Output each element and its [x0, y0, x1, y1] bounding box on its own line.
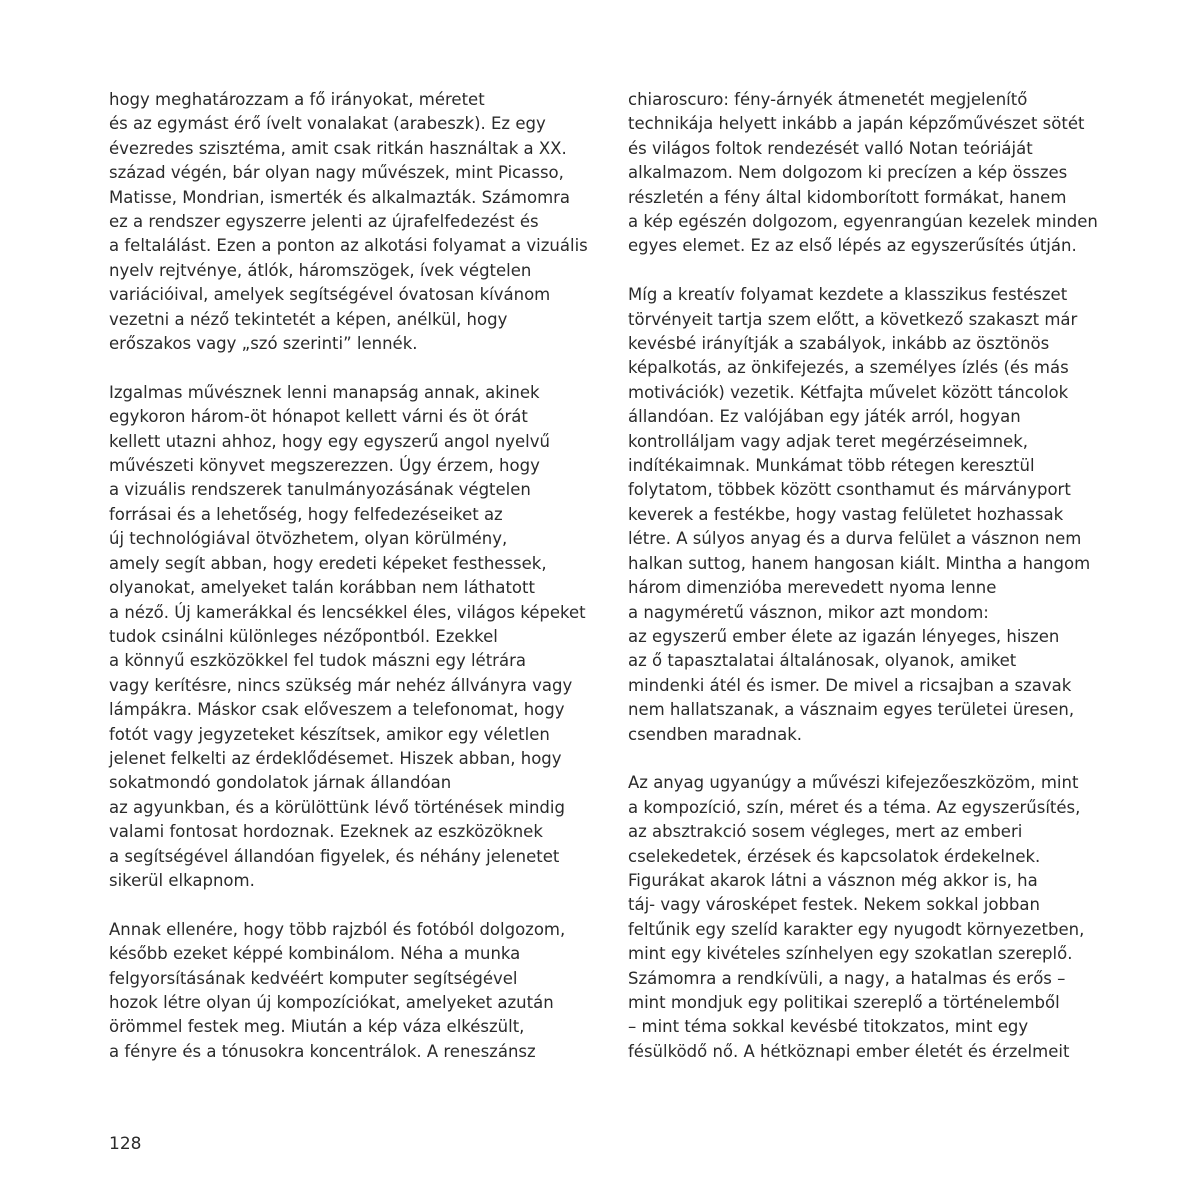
text-line: egykoron három-öt hónapot kellett várni és öt órát	[109, 407, 528, 427]
text-line: olyanokat, amelyeket talán korábban nem láthatott	[109, 578, 535, 598]
text-line: Figurákat akarok látni a vásznon még akkor is, ha	[628, 870, 1038, 890]
text-line: táj- vagy városképet festek. Nekem sokkal jobban	[628, 895, 1040, 915]
text-line: létre. A súlyos anyag és a durva felület a vásznon nem	[628, 529, 1082, 549]
text-line: csendben maradnak.	[628, 724, 802, 744]
paragraph	[109, 381, 589, 894]
paragraph	[628, 771, 1098, 1064]
text-line: felgyorsításának kedvéért komputer segítségével	[109, 968, 518, 988]
page-number: 128	[109, 1134, 142, 1154]
text-line: Az anyag ugyanúgy a művészi kifejezőeszközöm, mint	[628, 773, 1079, 793]
text-line: nem hallatszanak, a vásznaim egyes területei üresen,	[628, 700, 1075, 720]
text-line: állandóan. Ez valójában egy játék arról, hogyan	[628, 407, 1021, 427]
text-line: képalkotás, az önkifejezés, a személyes ízlés (és más	[628, 358, 1069, 378]
text-line: variációival, amelyek segítségével óvatosan kívánom	[109, 285, 551, 305]
text-line: a segítségével állandóan figyelek, és néhány jelenetet	[109, 846, 560, 866]
text-line: folytatom, többek között csonthamut és márványport	[628, 480, 1071, 500]
text-line: vezetni a néző tekintetét a képen, anélkül, hogy	[109, 309, 508, 329]
text-line: a fényre és a tónusokra koncentrálok. A reneszánsz	[109, 1041, 536, 1061]
text-line: a könnyű eszközökkel fel tudok mászni egy létrára	[109, 651, 526, 671]
text-line: keverek a festékbe, hogy vastag felületet hozhassak	[628, 504, 1064, 524]
text-line: alkalmazom. Nem dolgozom ki precízen a kép összes	[628, 163, 1068, 183]
text-line: amely segít abban, hogy eredeti képeket festhessek,	[109, 553, 547, 573]
text-line: az agyunkban, és a körülöttünk lévő történések mindig	[109, 797, 565, 817]
text-line: és az egymást érő ívelt vonalakat (arabeszk). Ez egy	[109, 114, 546, 134]
text-line: – mint téma sokkal kevésbé titokzatos, mint egy	[628, 1017, 1029, 1037]
text-line: nyelv rejtvénye, átlók, háromszögek, ívek végtelen	[109, 260, 532, 280]
text-line: törvényeit tartja szem előtt, a következő szakaszt már	[628, 309, 1078, 329]
text-line: és világos foltok rendezését valló Notan teóriáját	[628, 138, 1033, 158]
text-line: motivációk) vezetik. Kétfajta művelet között táncolok	[628, 382, 1069, 402]
text-line: mint egy kivételes színhelyen egy szokatlan szereplő.	[628, 944, 1073, 964]
text-line: tudok csinálni különleges nézőpontból. Ezekkel	[109, 626, 498, 646]
text-line: chiaroscuro: fény-árnyék átmenetét megjelenítő	[628, 90, 1028, 109]
paragraph	[628, 283, 1098, 747]
text-line: részletén a fény által kidomborított formákat, hanem	[628, 187, 1067, 207]
text-line: Számomra a rendkívüli, a nagy, a hatalmas és erős –	[628, 968, 1066, 988]
text-line: örömmel festek meg. Miután a kép váza elkészült,	[109, 1017, 525, 1037]
text-line: három dimenzióba merevedett nyoma lenne	[628, 578, 997, 598]
text-line: a kép egészén dolgozom, egyenrangúan kezelek minden	[628, 212, 1098, 232]
text-line: mindenki átél és ismer. De mivel a ricsajban a szavak	[628, 675, 1072, 695]
text-line: Matisse, Mondrian, ismerték és alkalmazták. Számomra	[109, 187, 571, 207]
text-line: később ezeket képpé kombinálom. Néha a munka	[109, 944, 521, 964]
text-line: hozok létre olyan új kompozíciókat, amelyeket azután	[109, 993, 554, 1012]
text-line: az absztrakció sosem végleges, mert az emberi	[628, 822, 1023, 842]
paragraph	[628, 88, 1098, 259]
text-line: jelenet felkelti az érdeklődésemet. Hiszek abban, hogy	[109, 748, 562, 768]
text-line: valami fontosat hordoznak. Ezeknek az eszközöknek	[109, 822, 543, 842]
text-line: indítékaimnak. Munkámat több rétegen keresztül	[628, 456, 1035, 476]
text-line: hogy meghatározzam a fő irányokat, méretet	[109, 90, 485, 109]
text-line: a feltalálást. Ezen a ponton az alkotási folyamat a vizuális	[109, 236, 588, 256]
text-line: vagy kerítésre, nincs szükség már nehéz állványra vagy	[109, 675, 573, 695]
text-line: század végén, bár olyan nagy művészek, mint Picasso,	[109, 163, 564, 183]
text-line: Izgalmas művésznek lenni manapság annak, akinek	[109, 382, 540, 402]
text-line: fotót vagy jegyzeteket készítsek, amikor egy véletlen	[109, 724, 550, 744]
text-line: ez a rendszer egyszerre jelenti az újrafelfedezést és	[109, 212, 539, 232]
text-line: forrásai és a lehetőség, hogy felfedezéseiket az	[109, 504, 503, 524]
text-line: egyes elemet. Ez az első lépés az egyszerűsítés útján.	[628, 236, 1077, 256]
text-line: fésülködő nő. A hétköznapi ember életét és érzelmeit	[628, 1041, 1070, 1061]
text-line: művészeti könyvet megszerezzen. Úgy érzem, hogy	[109, 456, 540, 476]
text-line: új technológiával ötvözhetem, olyan körülmény,	[109, 529, 508, 549]
text-line: évezredes szisztéma, amit csak ritkán használtak a XX.	[109, 138, 567, 158]
text-line: mint mondjuk egy politikai szereplő a történelemből	[628, 993, 1060, 1012]
text-line: Annak ellenére, hogy több rajzból és fotóból dolgozom,	[109, 919, 566, 939]
text-line: kellett utazni ahhoz, hogy egy egyszerű angol nyelvű	[109, 431, 550, 451]
text-line: Míg a kreatív folyamat kezdete a klasszikus festészet	[628, 285, 1068, 305]
text-line: sikerül elkapnom.	[109, 870, 255, 890]
text-line: az ő tapasztalatai általánosak, olyanok, amiket	[628, 651, 1017, 671]
text-line: a néző. Új kamerákkal és lencsékkel éles, világos képeket	[109, 602, 586, 622]
paragraph	[109, 88, 589, 356]
text-line: az egyszerű ember élete az igazán lényeges, hiszen	[628, 626, 1060, 646]
text-line: halkan suttog, hanem hangosan kiált. Mintha a hangom	[628, 553, 1091, 573]
text-line: a kompozíció, szín, méret és a téma. Az egyszerűsítés,	[628, 797, 1081, 817]
text-line: sokatmondó gondolatok járnak állandóan	[109, 773, 452, 793]
text-line: kevésbé irányítják a szabályok, inkább az ösztönös	[628, 334, 1050, 354]
text-line: a vizuális rendszerek tanulmányozásának végtelen	[109, 480, 531, 500]
text-line: a nagyméretű vásznon, mikor azt mondom:	[628, 602, 989, 622]
paragraph	[109, 918, 589, 1064]
text-line: feltűnik egy szelíd karakter egy nyugodt környezetben,	[628, 919, 1085, 939]
text-line: erőszakos vagy „szó szerinti” lennék.	[109, 334, 418, 354]
text-line: lámpákra. Máskor csak előveszem a telefonomat, hogy	[109, 700, 565, 720]
text-line: kontrolláljam vagy adjak teret megérzéseimnek,	[628, 431, 1028, 451]
right-text-column	[628, 88, 1098, 1089]
left-text-column	[109, 88, 589, 1089]
text-line: technikája helyett inkább a japán képzőművészet sötét	[628, 114, 1085, 134]
text-line: cselekedetek, érzések és kapcsolatok érdekelnek.	[628, 846, 1041, 866]
